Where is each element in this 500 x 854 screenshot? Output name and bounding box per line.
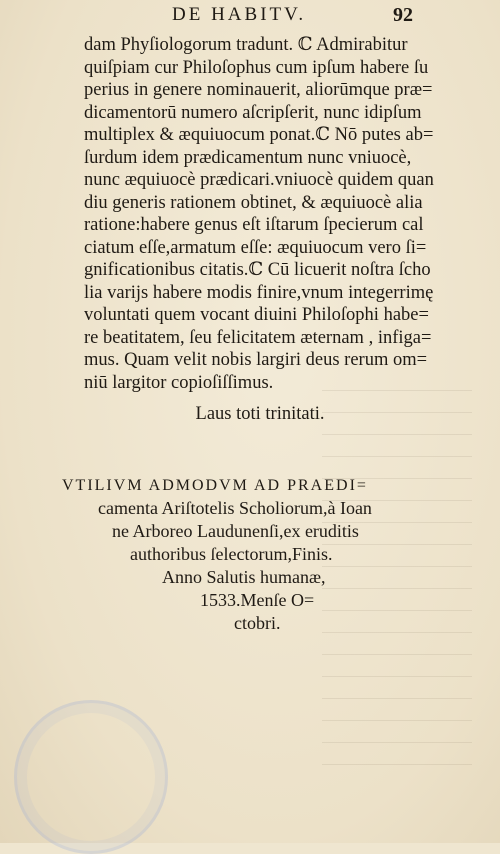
colophon-line: Anno Salutis humanæ, [162,567,326,587]
text-line: mus. Quam velit nobis largiri deus rerum om= [84,350,428,370]
text-line: nunc æquiuocè prædicari.vniuocè quidem quan [84,170,434,190]
colophon-line: authoribus ſelectorum,Finis. [130,544,333,564]
running-head: DE HABITV. [172,4,307,25]
text-line: ſurdum idem prædicamentum nunc vniuocè, [84,147,412,168]
text-line: voluntati quem vocant diuini Philoſophi habe= [84,305,429,325]
colophon-line: VTILIVM ADMODVM AD PRAEDI= [62,477,368,494]
text-line: gnificationibus citatis.ℂ Cū licuerit noſtra ſcho [84,260,431,280]
text-line: perius in genere nominauerit, aliorūmque præ= [84,80,433,100]
text-line: dicamentorū numero aſcripſerit, nunc idipſum [84,102,422,123]
page-number: 92 [393,4,413,26]
colophon-line: 1533.Menſe O= [200,590,315,610]
main-text-block [84,34,454,394]
text-line: dam Phyſiologorum tradunt. ℂ Admirabitur [84,35,408,55]
text-line: ratione:habere genus eſt iſtarum ſpecierum cal [84,215,424,235]
library-stamp [14,700,168,854]
colophon-line: camenta Ariſtotelis Scholiorum,à Ioan [98,498,372,518]
text-line: diu generis rationem obtinet, & æquiuocè alia [84,192,423,213]
colophon-line: ne Arboreo Laudunenſi,ex eruditis [112,521,359,541]
colophon-line: ctobri. [234,613,281,633]
closing-doxology: Laus toti trinitati. [195,404,325,424]
text-line: multiplex & æquiuocum ponat.ℂ Nō putes ab= [84,125,434,145]
text-line: re beatitatem, ſeu felicitatem æternam , infiga= [84,327,432,348]
text-line: ciatum eſſe,armatum eſſe: æquiuocum vero ſi= [84,237,427,258]
text-line: quiſpiam cur Philoſophus cum ipſum habere ſu [84,57,429,78]
colophon [62,474,462,635]
text-line: niū largitor copioſiſſimus. [84,372,274,393]
page-header [0,4,500,30]
text-line: lia varijs habere modis finire,vnum integerrimę [84,282,434,303]
